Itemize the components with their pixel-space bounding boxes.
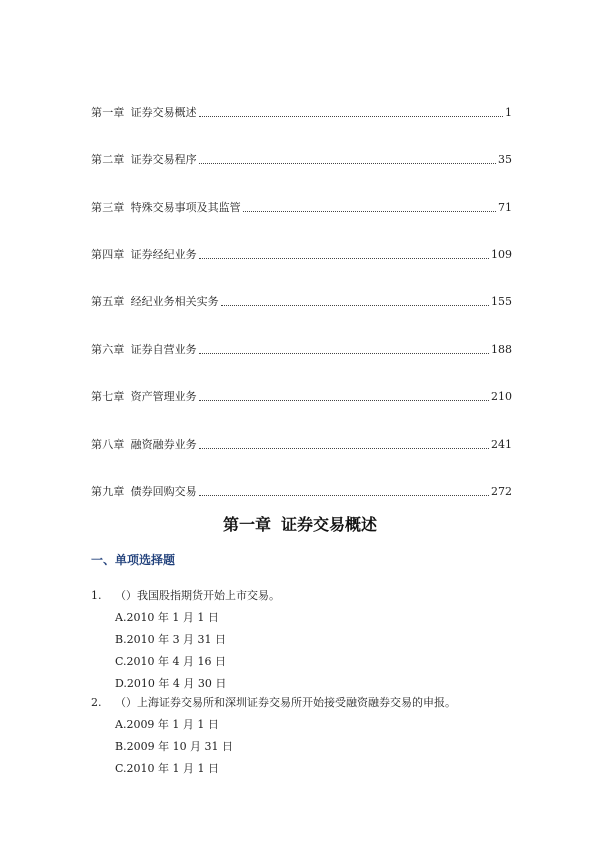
toc-chapter-title: 债券回购交易 — [130, 485, 197, 498]
toc-dot-leader — [199, 448, 489, 449]
question-stem: （）上海证券交易所和深圳证券交易所开始接受融资融券交易的申报。 — [115, 696, 456, 709]
toc-chapter-number: 第七章 — [91, 390, 125, 403]
toc-dot-leader — [199, 258, 489, 259]
toc-page-number: 188 — [491, 343, 512, 356]
toc-row-6[interactable] — [91, 343, 512, 357]
toc-page-number: 155 — [491, 295, 512, 308]
toc-dot-leader — [199, 116, 503, 117]
toc-chapter-title: 证券交易概述 — [130, 106, 197, 119]
question-number: 1. — [91, 589, 102, 602]
toc-dot-leader — [199, 163, 496, 164]
toc-page-number: 241 — [491, 438, 512, 451]
toc-row-4[interactable] — [91, 248, 512, 262]
toc-page-number: 71 — [498, 201, 512, 214]
toc-dot-leader — [243, 211, 496, 212]
toc-chapter-title: 证券交易程序 — [130, 153, 197, 166]
toc-row-3[interactable] — [91, 201, 512, 215]
question-option-a[interactable]: A.2010 年 1 月 1 日 — [115, 611, 219, 624]
chapter-heading-title: 证券交易概述 — [281, 515, 378, 534]
toc-row-9[interactable] — [91, 485, 512, 499]
toc-chapter-number: 第三章 — [91, 201, 125, 214]
toc-dot-leader — [199, 495, 489, 496]
toc-chapter-number: 第六章 — [91, 343, 125, 356]
toc-chapter-number: 第八章 — [91, 438, 125, 451]
question-option-a[interactable]: A.2009 年 1 月 1 日 — [115, 718, 219, 731]
toc-chapter-number: 第四章 — [91, 248, 125, 261]
toc-chapter-title: 资产管理业务 — [130, 390, 197, 403]
toc-row-7[interactable] — [91, 390, 512, 404]
section-heading: 一、单项选择题 — [91, 553, 176, 567]
toc-dot-leader — [199, 400, 489, 401]
chapter-heading-label: 第一章 — [222, 515, 271, 534]
question-option-c[interactable]: C.2010 年 1 月 1 日 — [115, 762, 219, 775]
toc-row-8[interactable] — [91, 438, 512, 452]
toc-chapter-number: 第五章 — [91, 295, 125, 308]
question-number: 2. — [91, 696, 102, 709]
toc-page-number: 272 — [491, 485, 512, 498]
toc-page-number: 210 — [491, 390, 512, 403]
toc-chapter-number: 第二章 — [91, 153, 125, 166]
toc-page-number: 1 — [505, 106, 512, 119]
toc-page-number: 109 — [491, 248, 512, 261]
toc-chapter-title: 经纪业务相关实务 — [130, 295, 219, 308]
toc-page-number: 35 — [498, 153, 512, 166]
question-option-b[interactable]: B.2010 年 3 月 31 日 — [115, 633, 227, 646]
toc-chapter-title: 证券自营业务 — [130, 343, 197, 356]
toc-chapter-title: 融资融券业务 — [130, 438, 197, 451]
toc-chapter-title: 特殊交易事项及其监管 — [130, 201, 241, 214]
toc-dot-leader — [221, 305, 489, 306]
toc-row-2[interactable] — [91, 153, 512, 167]
toc-row-5[interactable] — [91, 295, 512, 309]
question-stem: （）我国股指期货开始上市交易。 — [115, 589, 280, 602]
question-option-b[interactable]: B.2009 年 10 月 31 日 — [115, 740, 234, 753]
toc-dot-leader — [199, 353, 489, 354]
question-option-c[interactable]: C.2010 年 4 月 16 日 — [115, 655, 226, 668]
toc-row-1[interactable] — [91, 106, 512, 120]
toc-chapter-number: 第一章 — [91, 106, 125, 119]
toc-chapter-number: 第九章 — [91, 485, 125, 498]
question-option-d[interactable]: D.2010 年 4 月 30 日 — [115, 677, 227, 690]
chapter-heading — [0, 512, 600, 535]
toc-chapter-title: 证券经纪业务 — [130, 248, 197, 261]
